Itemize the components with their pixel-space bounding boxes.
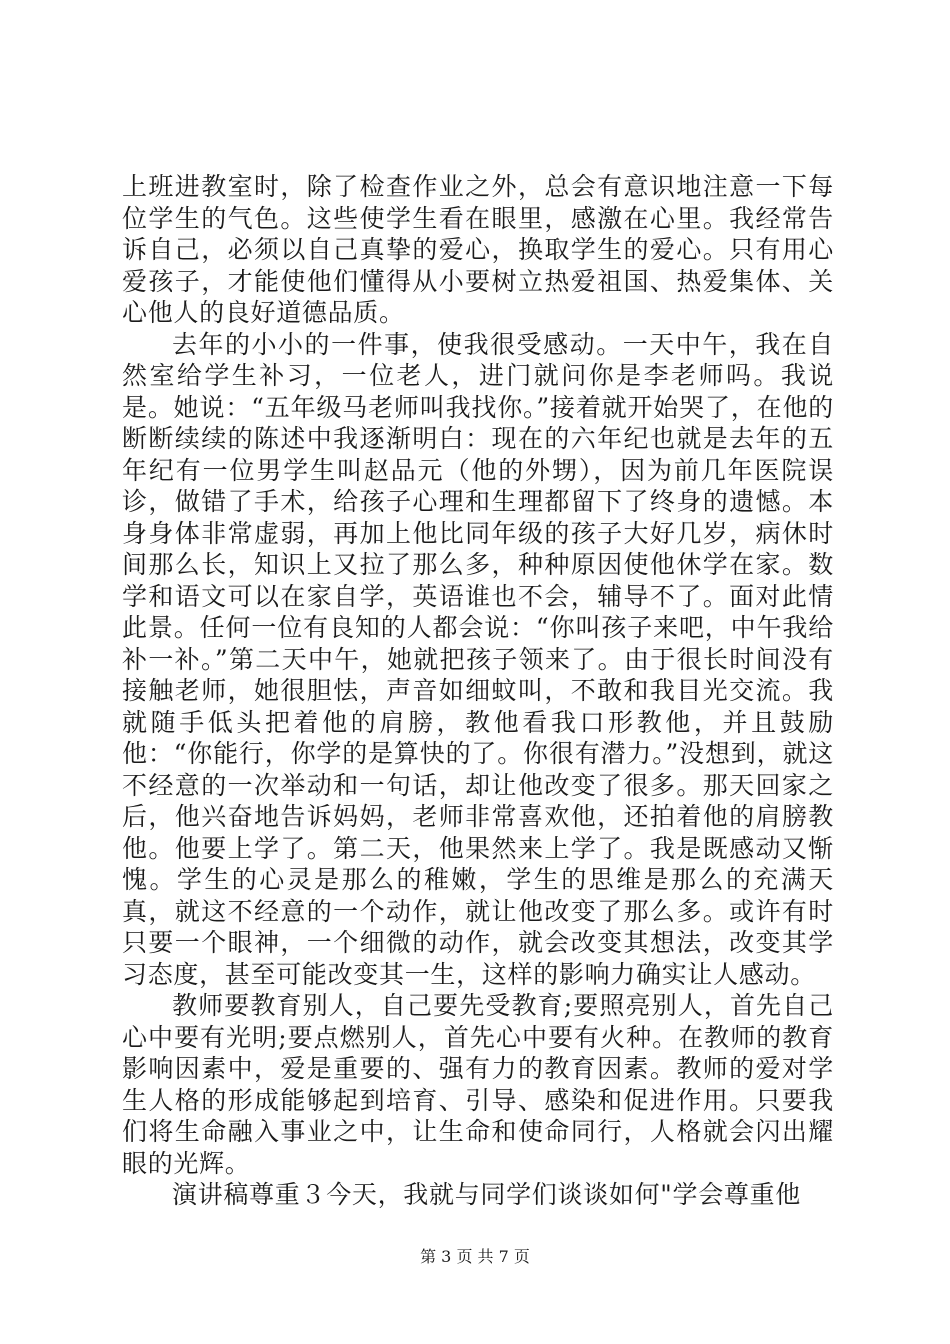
paragraph-2: 去年的小小的一件事，使我很受感动。一天中午，我在自然室给学生补习，一位老人，进门就问你是李老师吗。我说是。她说：“五年级马老师叫我找你。”接着就开始哭了，在他的断断续续的陈述中我逐渐明白：现在的六年纪也就是去年的五年纪有一位男学生叫赵品元（他的外甥），因为前几年医院误诊，做错了手术，给孩子心理和生理都留下了终身的遗憾。本身身体非常虚弱，再加上他比同年级的孩子大好几岁，病休时间那么长，知识上又拉了那么多，种种原因使他休学在家。数学和语文可以在家自学，英语谁也不会，辅导不了。面对此情此景。任何一位有良知的人都会说：“你叫孩子来吧，中午我给补一补。”第二天中午，她就把孩子领来了。由于很长时间没有接触老师，她很胆怯，声音如细蚊叫，不敢和我目光交流。我就随手低头把着他的肩膀，教他看我口形教他，并且鼓励他：“你能行，你学的是算快的了。你很有潜力。”没想到，就这不经意的一次举动和一句话，却让他改变了很多。那天回家之后，他兴奋地告诉妈妈，老师非常喜欢他，还拍着他的肩膀教他。他要上学了。第二天，他果然来上学了。我是既感动又惭愧。学生的心灵是那么的稚嫩，学生的思维是那么的充满天真，就这不经意的一个动作，就让他改变了那么多。或许有时只要一个眼神，一个细微的动作，就会改变其想法，改变其学习态度，甚至可能改变其一生，这样的影响力确实让人感动。 (122, 329, 834, 989)
page-footer (0, 1244, 950, 1267)
paragraph-1: 上班进教室时，除了检查作业之外，总会有意识地注意一下每位学生的气色。这些使学生看在眼里，感激在心里。我经常告诉自己，必须以自己真挚的爱心，换取学生的爱心。只有用心爱孩子，才能使他们懂得从小要树立热爱祖国、热爱集体、关心他人的良好道德品质。 (122, 172, 834, 327)
paragraph-4: 演讲稿尊重３今天，我就与同学们谈谈如何"学会尊重他 (172, 1180, 802, 1209)
paragraph-3: 教师要教育别人，自己要先受教育;要照亮别人，首先自己心中要有光明;要点燃别人，首先心中要有火种。在教师的教育影响因素中，爱是重要的、强有力的教育因素。教师的爱对学生人格的形成能够起到培育、引导、感染和促进作用。只要我们将生命融入事业之中，让生命和使命同行，人格就会闪出耀眼的光辉。 (122, 991, 834, 1178)
page-number-label: 第 3 页 共 7 页 (420, 1247, 530, 1266)
document-body (122, 171, 834, 1211)
